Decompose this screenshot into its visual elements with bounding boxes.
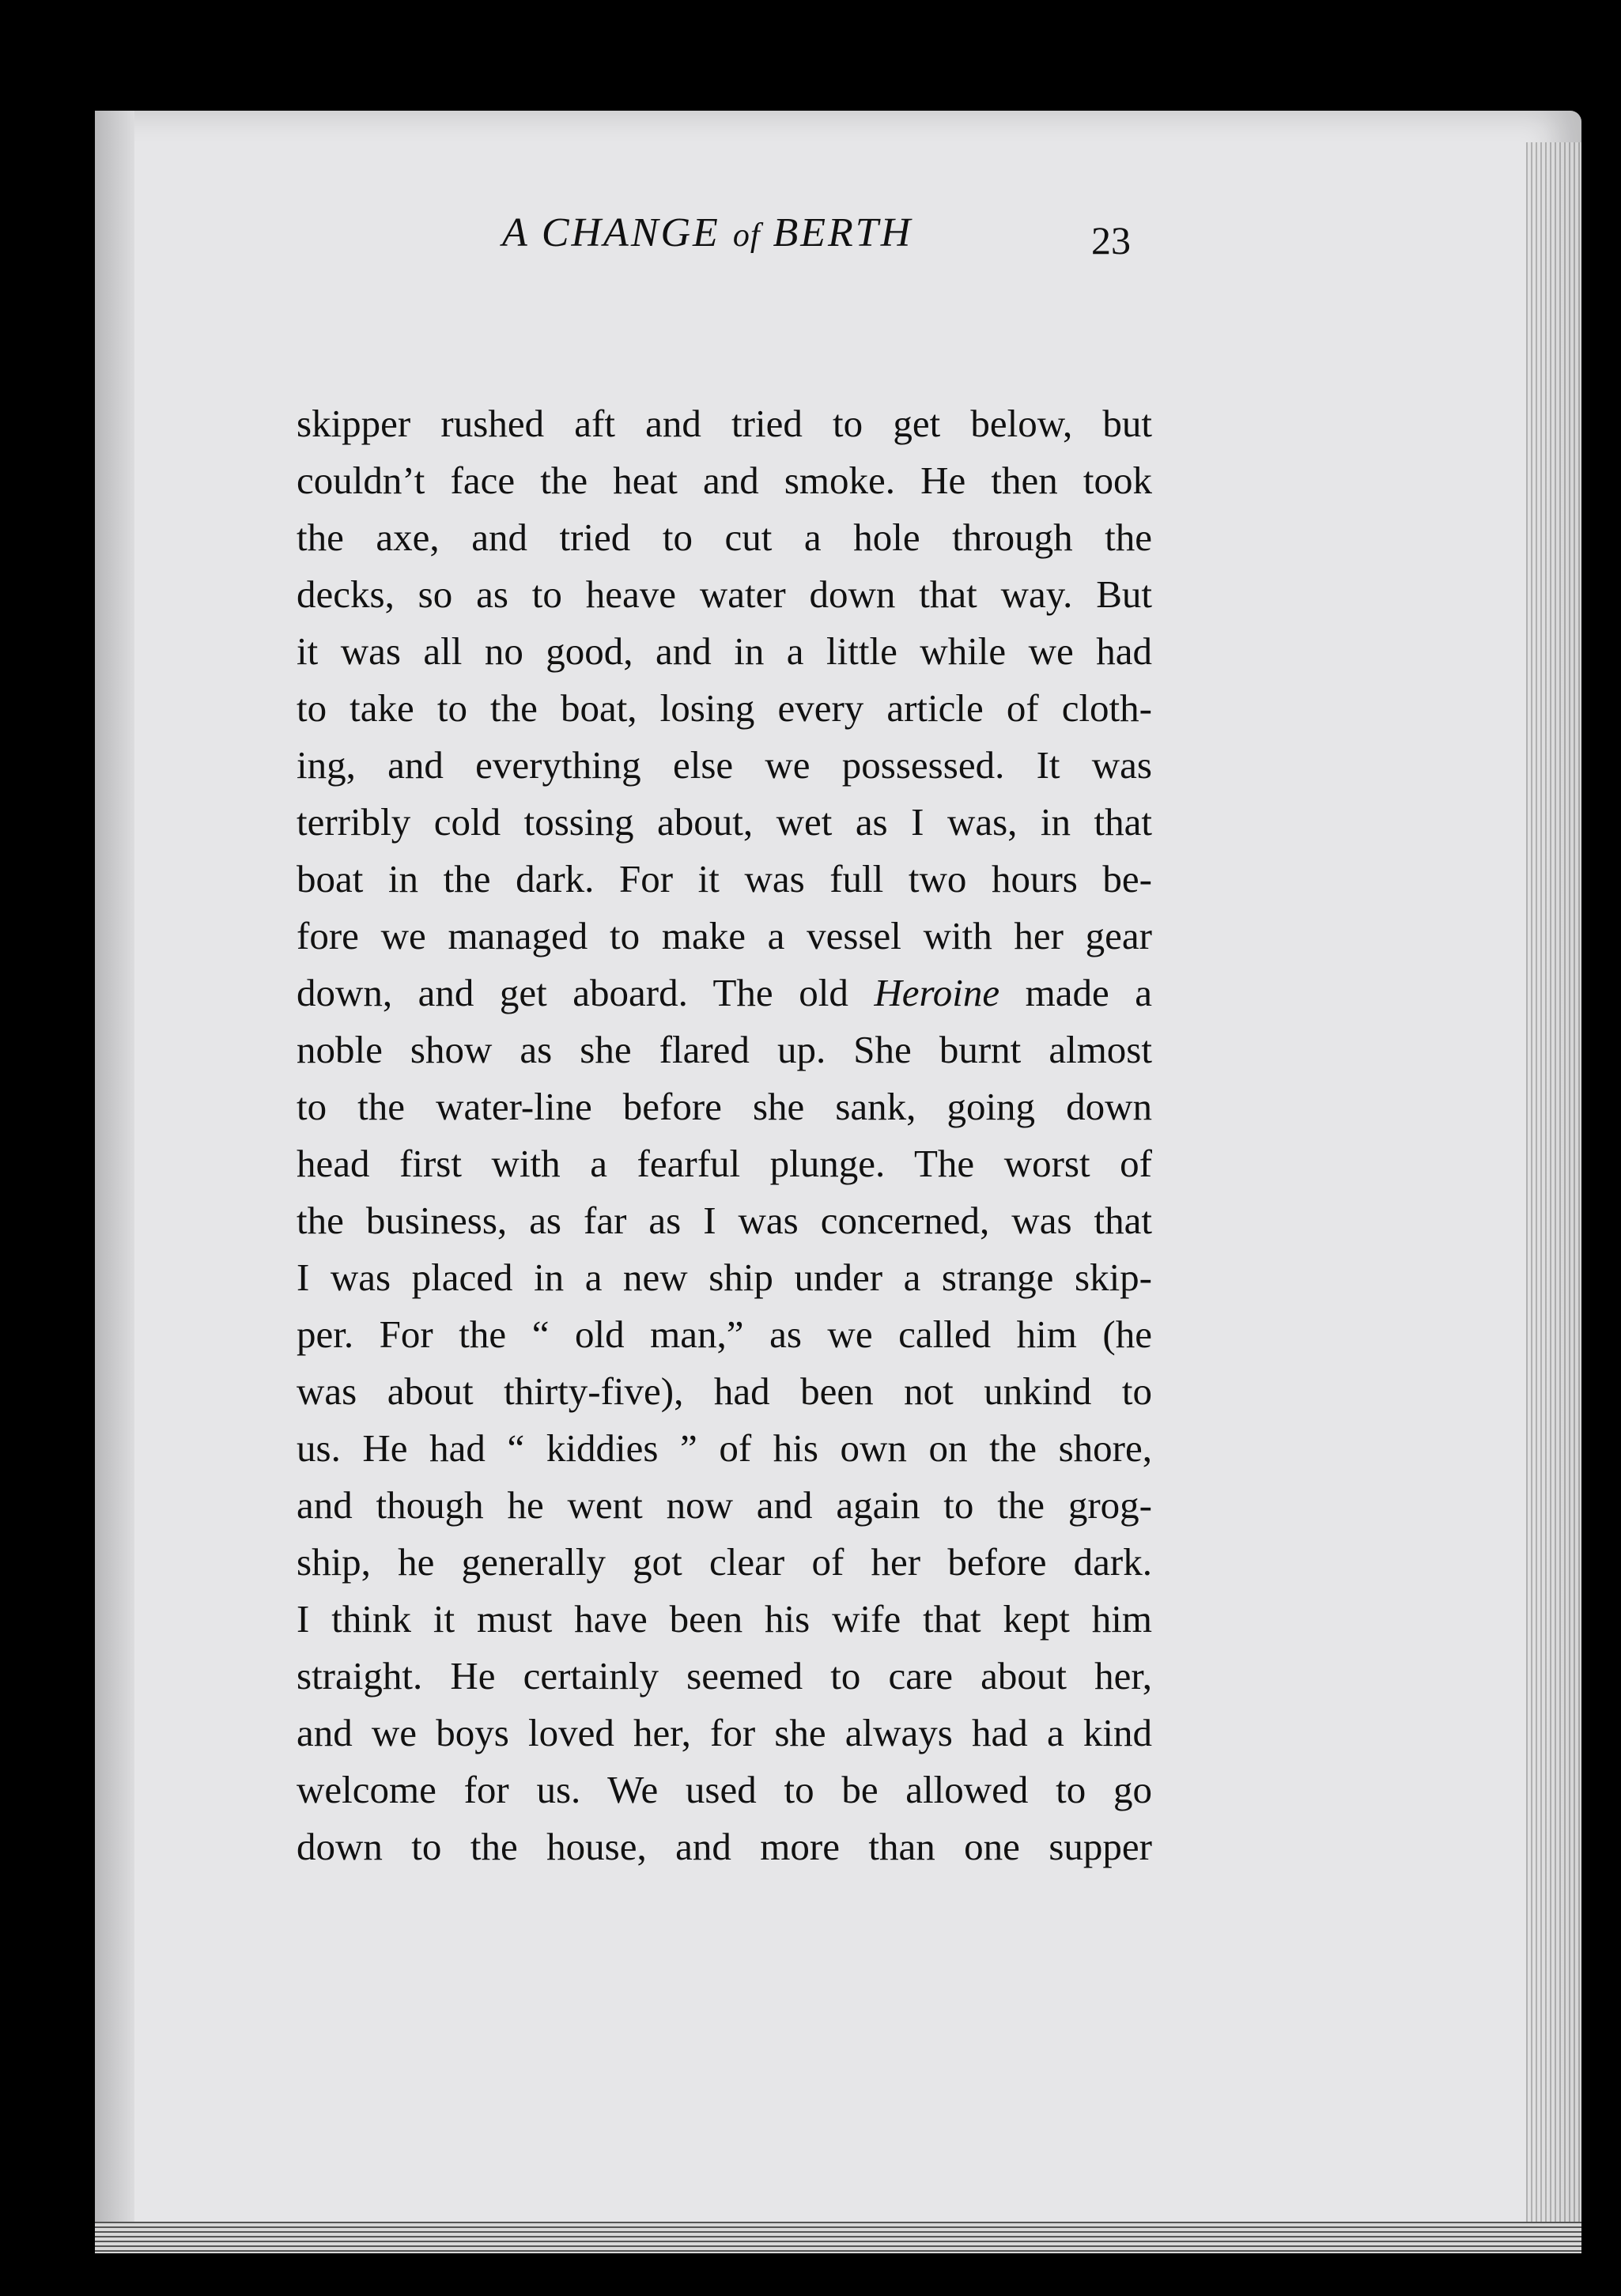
text-line: the axe, and tried to cut a hole through the [297, 515, 1152, 559]
text-line: head first with a fearful plunge. The worst of [297, 1142, 1152, 1185]
page-edge [1526, 142, 1581, 2230]
page-bottom-edge [95, 2222, 1581, 2253]
text-line: noble show as she flared up. She burnt almost [297, 1028, 1152, 1071]
text-line [297, 965, 1152, 1021]
text-line: couldn’t face the heat and smoke. He then took [297, 459, 1152, 502]
text-line-start: down, and get aboard. The old [297, 971, 848, 1014]
text-line: fore we managed to make a vessel with her gear [297, 914, 1152, 957]
page-header [300, 210, 1154, 296]
text-line: and though he went now and again to the grog- [297, 1483, 1152, 1527]
text-line: terribly cold tossing about, wet as I was, in that [297, 800, 1152, 844]
text-line: straight. He certainly seemed to care about her, [297, 1654, 1152, 1697]
running-head-part-3: BERTH [773, 210, 913, 255]
text-line: and we boys loved her, for she always had a kind [297, 1711, 1152, 1754]
text-line: us. He had “ kiddies ” of his own on the shore, [297, 1426, 1152, 1470]
page-gutter [95, 111, 134, 2253]
text-line: was about thirty-five), had been not unkind to [297, 1369, 1152, 1413]
text-line: the business, as far as I was concerned, was that [297, 1199, 1152, 1242]
body-text [297, 395, 1152, 1875]
text-line: I was placed in a new ship under a strange skip- [297, 1256, 1152, 1299]
text-line: it was all no good, and in a little while we had [297, 629, 1152, 673]
text-line: I think it must have been his wife that kept him [297, 1597, 1152, 1641]
text-line: decks, so as to heave water down that way. But [297, 572, 1152, 616]
text-line: to the water-line before she sank, going down [297, 1085, 1152, 1128]
text-line: skipper rushed aft and tried to get below, but [297, 402, 1152, 445]
text-line: welcome for us. We used to be allowed to go [297, 1768, 1152, 1811]
text-line: to take to the boat, losing every article of cloth- [297, 686, 1152, 730]
text-line: ing, and everything else we possessed. It was [297, 743, 1152, 787]
text-line: per. For the “ old man,” as we called him (he [297, 1312, 1152, 1356]
text-line: boat in the dark. For it was full two hours be- [297, 857, 1152, 901]
running-head [502, 210, 913, 256]
text-line-end: made a [1025, 971, 1153, 1014]
page-number: 23 [1091, 218, 1131, 262]
running-head-part-2: of [732, 217, 761, 254]
running-head-part-1: A CHANGE [502, 210, 720, 255]
text-line: down to the house, and more than one supper [297, 1825, 1152, 1868]
ship-name: Heroine [874, 971, 1000, 1014]
text-line: ship, he generally got clear of her before dark. [297, 1540, 1152, 1584]
